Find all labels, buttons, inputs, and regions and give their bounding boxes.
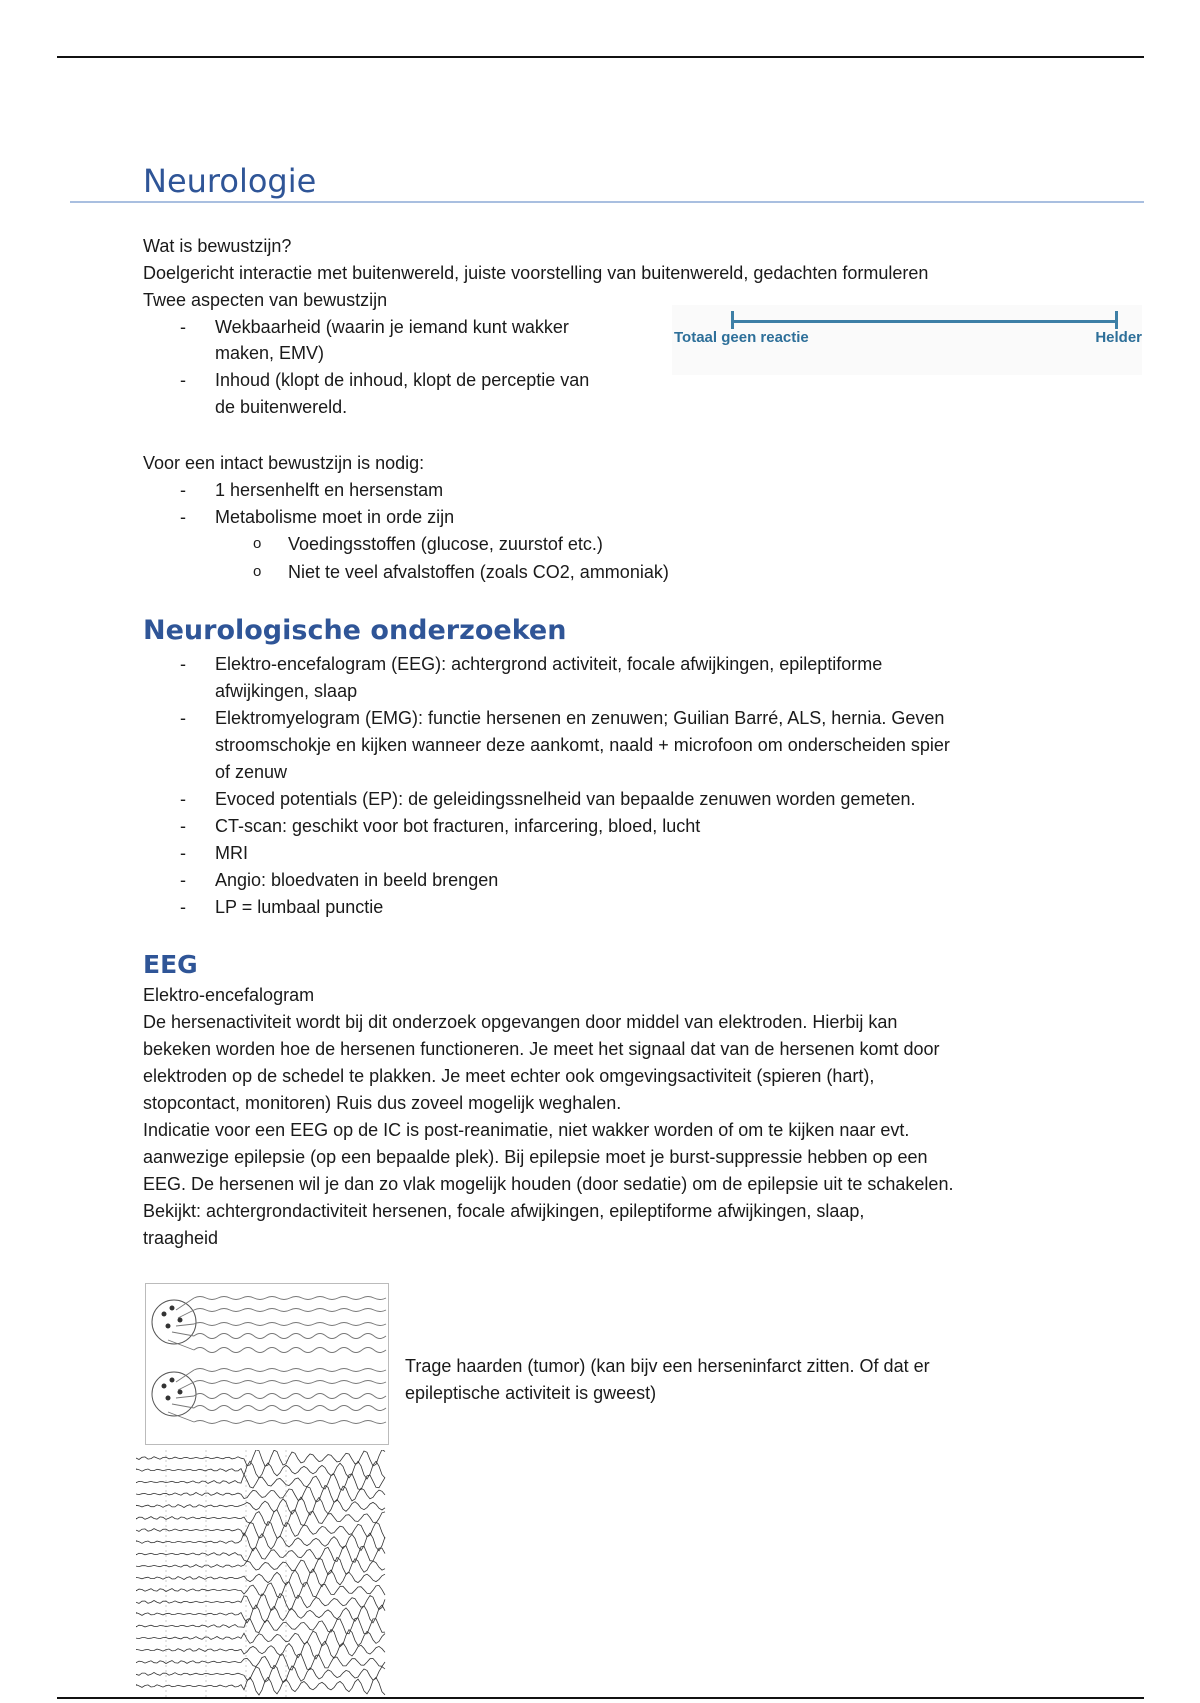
ep-line: Evoced potentials (EP): de geleidingssnelheid van bepaalde zenuwen worden gemeten. xyxy=(215,789,916,809)
eeg-paragraph-line: traagheid xyxy=(143,1228,219,1248)
dash-bullet: - xyxy=(180,708,186,728)
dash-bullet: - xyxy=(180,870,186,890)
page-top-rule xyxy=(57,56,1144,58)
emg-line-3: of zenuw xyxy=(215,762,288,782)
eeg-line-1: Elektro-encefalogram (EEG): achtergrond activiteit, focale afwijkingen, epileptiforme xyxy=(215,654,883,674)
eeg-channel-trace xyxy=(136,1486,385,1503)
dash-bullet: - xyxy=(180,897,186,917)
scale-label-right: Helder xyxy=(1095,329,1142,346)
eeg-channel-trace xyxy=(136,1665,385,1682)
dash-bullet: - xyxy=(180,480,186,500)
dash-bullet: - xyxy=(180,317,186,337)
aspect-2-line-1: Inhoud (klopt de inhoud, klopt de perceptie van xyxy=(215,370,590,390)
scale-label-left: Totaal geen reactie xyxy=(674,329,809,346)
question: Wat is bewustzijn? xyxy=(143,236,292,256)
eeg-paragraph-line: stopcontact, monitoren) Ruis dus zoveel mogelijk weghalen. xyxy=(143,1093,622,1113)
eeg-paragraph-line: Indicatie voor een EEG op de IC is post-reanimatie, niet wakker worden of om te kijken naar evt. xyxy=(143,1120,910,1140)
scale-line xyxy=(732,320,1118,323)
eeg-channel-trace xyxy=(136,1677,385,1695)
aspects-title: Twee aspecten van bewustzijn xyxy=(143,290,388,310)
eeg-paragraph-line: EEG. De hersenen wil je dan zo vlak mogelijk houden (door sedatie) om de epilepsie uit te schakelen. xyxy=(143,1174,954,1194)
dash-bullet: - xyxy=(180,654,186,674)
intact-sub-2: Niet te veel afvalstoffen (zoals CO2, ammoniak) xyxy=(288,562,669,582)
figure-caption-line-2: epileptische activiteit is gweest) xyxy=(405,1383,657,1403)
aspect-1-line-1: Wekbaarheid (waarin je iemand kunt wakker xyxy=(215,317,569,337)
eeg-channel-trace xyxy=(136,1533,385,1551)
mri-line: MRI xyxy=(215,843,248,863)
eeg-channel-trace xyxy=(136,1450,385,1466)
eeg-channel-trace xyxy=(136,1654,385,1670)
consciousness-scale xyxy=(672,305,1142,375)
ct-line: CT-scan: geschikt voor bot fracturen, infarcering, bloed, lucht xyxy=(215,816,701,836)
aspect-1-line-2: maken, EMV) xyxy=(215,343,325,363)
intact-sub-1: Voedingsstoffen (glucose, zuurstof etc.) xyxy=(288,534,603,554)
eeg-channel-trace xyxy=(136,1605,385,1623)
title-underline xyxy=(70,201,1144,203)
eeg-paragraph-line: Bekijkt: achtergrondactiviteit hersenen, focale afwijkingen, epileptiforme afwijkingen, slaap, xyxy=(143,1201,865,1221)
circle-bullet: o xyxy=(253,535,262,552)
eeg-subtitle: Elektro-encefalogram xyxy=(143,985,315,1005)
dash-bullet: - xyxy=(180,507,186,527)
intact-item-2: Metabolisme moet in orde zijn xyxy=(215,507,455,527)
eeg-channel-trace xyxy=(136,1557,385,1574)
emg-line-1: Elektromyelogram (EMG): functie hersenen en zenuwen; Guilian Barré, ALS, hernia. Geven xyxy=(215,708,945,728)
eeg-channel-trace xyxy=(136,1569,385,1587)
eeg-channel-trace xyxy=(136,1497,385,1515)
eeg-channel-trace xyxy=(136,1641,385,1659)
eeg-figure-epileptiform xyxy=(136,1450,386,1698)
eeg-channel-trace xyxy=(136,1582,385,1599)
section-heading-onderzoeken: Neurologische onderzoeken xyxy=(143,615,567,646)
eeg-channel-trace xyxy=(136,1630,385,1647)
eeg-channel-trace xyxy=(136,1510,385,1527)
dash-bullet: - xyxy=(180,843,186,863)
figure-caption-line-1: Trage haarden (tumor) (kan bijv een herseninfarct zitten. Of dat er xyxy=(405,1356,930,1376)
lp-line: LP = lumbaal punctie xyxy=(215,897,384,917)
eeg-line-2: afwijkingen, slaap xyxy=(215,681,358,701)
circle-bullet: o xyxy=(253,563,262,580)
eeg-channel-trace xyxy=(136,1461,385,1479)
aspect-2-line-2: de buitenwereld. xyxy=(215,397,348,417)
definition: Doelgericht interactie met buitenwereld, juiste voorstelling van buitenwereld, gedachten formuleren xyxy=(143,263,929,283)
eeg-paragraph-line: De hersenactiviteit wordt bij dit onderzoek opgevangen door middel van elektroden. Hierbij kan xyxy=(143,1012,898,1032)
intact-title: Voor een intact bewustzijn is nodig: xyxy=(143,453,425,473)
scale-tick-right xyxy=(1115,311,1118,329)
angio-line: Angio: bloedvaten in beeld brengen xyxy=(215,870,499,890)
eeg-channel-trace xyxy=(136,1594,385,1611)
eeg-figure-focal xyxy=(145,1283,389,1445)
eeg-paragraph-line: aanwezige epilepsie (op een bepaalde plek). Bij epilepsie moet je burst-suppressie hebben op een xyxy=(143,1147,928,1167)
section-heading-eeg: EEG xyxy=(143,950,198,979)
eeg-paragraph-line: elektroden op de schedel te plakken. Je meet echter ook omgevingsactiviteit (spieren (hart), xyxy=(143,1066,875,1086)
dash-bullet: - xyxy=(180,789,186,809)
dash-bullet: - xyxy=(180,816,186,836)
eeg-channel-trace xyxy=(136,1546,385,1562)
emg-line-2: stroomschokje en kijken wanneer deze aankomt, naald + microfoon om onderscheiden spier xyxy=(215,735,950,755)
page-title: Neurologie xyxy=(143,162,317,200)
page-bottom-rule xyxy=(57,1697,1144,1699)
eeg-paragraph-line: bekeken worden hoe de hersenen functioneren. Je meet het signaal dat van de hersenen komt door xyxy=(143,1039,940,1059)
intact-item-1: 1 hersenhelft en hersenstam xyxy=(215,480,444,500)
dash-bullet: - xyxy=(180,370,186,390)
